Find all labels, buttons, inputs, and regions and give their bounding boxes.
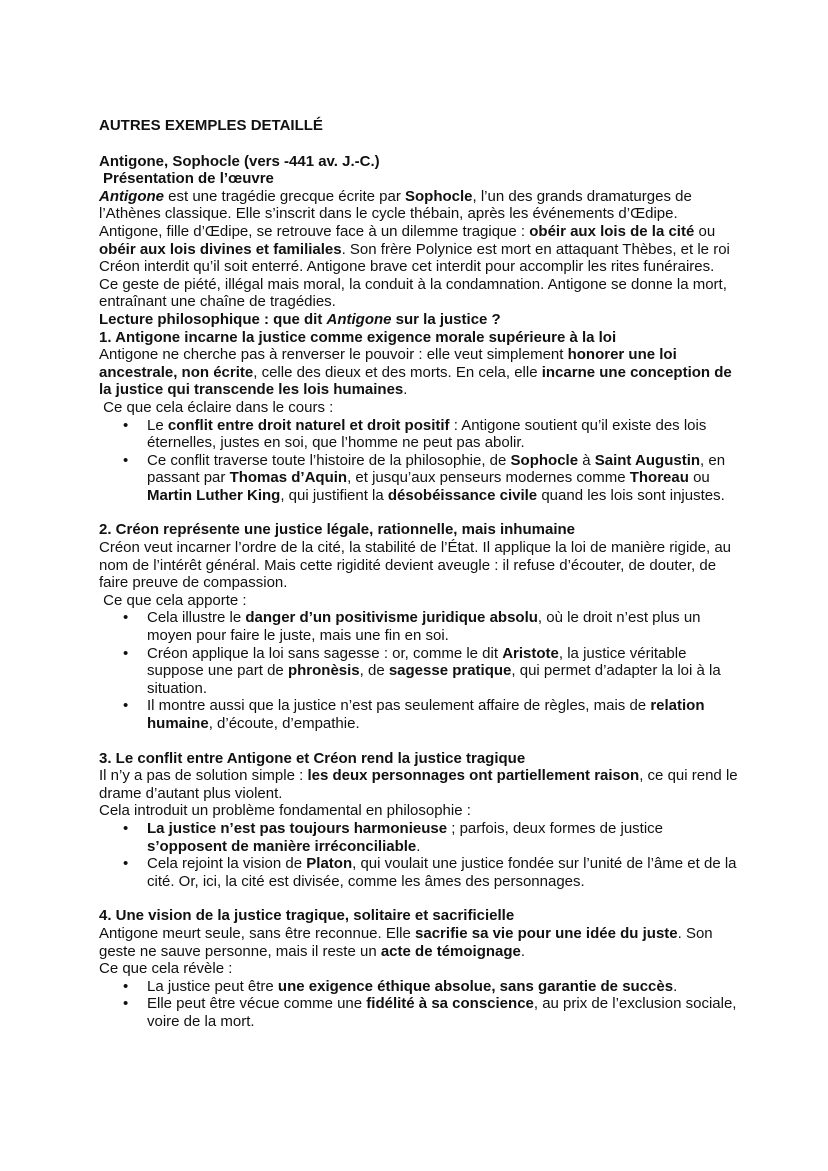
section-4 bbox=[99, 907, 739, 1030]
section-lead: Ce que cela éclaire dans le cours : bbox=[99, 398, 334, 416]
bullet-item: • Cela illustre le danger d’un positivisme juridique absolu, où le droit n’est plus un moyen pour faire le juste, mais une fin en soi. bbox=[99, 609, 739, 644]
section-heading: 3. Le conflit entre Antigone et Créon rend la justice tragique bbox=[99, 749, 526, 767]
section-3 bbox=[99, 750, 739, 891]
section-1 bbox=[99, 329, 739, 505]
bullet-item: • Créon applique la loi sans sagesse : or, comme le dit Aristote, la justice véritable suppose une part de phronèsis, de sagesse pratique, qui permet d’adapter la loi à la situation. bbox=[99, 645, 739, 698]
presentation-paragraph: Antigone, fille d’Œdipe, se retrouve face à un dilemme tragique : obéir aux lois de la cité ou obéir aux lois divines et familiales. Son frère Polynice est mort en attaquant Thèbes, et le roi Créon interdit qu’il soit enterré. Antigone brave cet interdit pour accomplir les rites funéraires. bbox=[99, 222, 730, 276]
bullet-item: • Elle peut être vécue comme une fidélité à sa conscience, au prix de l’exclusion sociale, voire de la mort. bbox=[99, 995, 739, 1030]
bullet-item: • Ce conflit traverse toute l’histoire de la philosophie, de Sophocle à Saint Augustin, en passant par Thomas d’Aquin, et jusqu’aux penseurs modernes comme Thoreau ou Martin Luther King, qui justifient la désobéissance civile quand les lois sont injustes. bbox=[99, 452, 739, 505]
document-page bbox=[99, 117, 739, 1031]
section-body: Il n’y a pas de solution simple : les deux personnages ont partiellement raison, ce qui rend le drame d’autant plus violent. bbox=[99, 767, 738, 802]
bullet-item: • La justice peut être une exigence éthique absolue, sans garantie de succès. bbox=[99, 978, 739, 996]
bullet-list bbox=[99, 978, 739, 1031]
presentation-heading: Présentation de l’œuvre bbox=[103, 170, 274, 188]
presentation-paragraph: Ce geste de piété, illégal mais moral, la conduit à la condamnation. Antigone se donne la mort, entraînant une chaîne de tragédies. bbox=[99, 275, 727, 311]
section-body: Créon veut incarner l’ordre de la cité, la stabilité de l’État. Il applique la loi de manière rigide, au nom de l’intérêt général. Mais cette rigidité devient aveugle : il refuse d’écouter, de douter, de faire preuve de compassion. bbox=[99, 539, 732, 592]
section-lead: Ce que cela apporte : bbox=[99, 591, 247, 609]
spacer bbox=[99, 504, 739, 521]
document-title: AUTRES EXEMPLES DETAILLÉ bbox=[99, 117, 323, 134]
section-heading: 4. Une vision de la justice tragique, solitaire et sacrificielle bbox=[99, 907, 515, 925]
section-body: Antigone meurt seule, sans être reconnue. Elle sacrifie sa vie pour une idée du juste. Son geste ne sauve personne, mais il reste un acte de témoignage. bbox=[99, 924, 713, 960]
reading-heading: Lecture philosophique : que dit Antigone sur la justice ? bbox=[99, 310, 501, 328]
spacer bbox=[99, 890, 739, 907]
bullet-item: • La justice n’est pas toujours harmonieuse ; parfois, deux formes de justice s’opposent de manière irréconciliable. bbox=[99, 820, 739, 855]
bullet-item: • Il montre aussi que la justice n’est pas seulement affaire de règles, mais de relation humaine, d’écoute, d’empathie. bbox=[99, 697, 739, 732]
spacer bbox=[99, 733, 739, 750]
bullet-item: • Le conflit entre droit naturel et droit positif : Antigone soutient qu’il existe des lois éternelles, justes en soi, que l’homme ne peut pas abolir. bbox=[99, 417, 739, 452]
bullet-list bbox=[99, 417, 739, 505]
presentation-paragraph: Antigone est une tragédie grecque écrite par Sophocle, l’un des grands dramaturges de l’Athènes classique. Elle s’inscrit dans le cycle thébain, après les événements d’Œdipe. bbox=[99, 187, 692, 223]
section-heading: 1. Antigone incarne la justice comme exigence morale supérieure à la loi bbox=[99, 328, 617, 346]
section-lead: Cela introduit un problème fondamental en philosophie : bbox=[99, 802, 471, 820]
section-heading: 2. Créon représente une justice légale, rationnelle, mais inhumaine bbox=[99, 521, 575, 539]
work-heading: Antigone, Sophocle (vers -441 av. J.-C.) bbox=[99, 152, 380, 170]
section-2 bbox=[99, 521, 739, 732]
section-lead: Ce que cela révèle : bbox=[99, 960, 233, 978]
bullet-list bbox=[99, 820, 739, 890]
bullet-list bbox=[99, 609, 739, 732]
bullet-item: • Cela rejoint la vision de Platon, qui voulait une justice fondée sur l’unité de l’âme et de la cité. Or, ici, la cité est divisée, comme les âmes des personnages. bbox=[99, 855, 739, 890]
section-body: Antigone ne cherche pas à renverser le pouvoir : elle veut simplement honorer une loi ancestrale, non écrite, celle des dieux et des morts. En cela, elle incarne une conception de la justice qui transcende les lois humaines. bbox=[99, 346, 732, 399]
